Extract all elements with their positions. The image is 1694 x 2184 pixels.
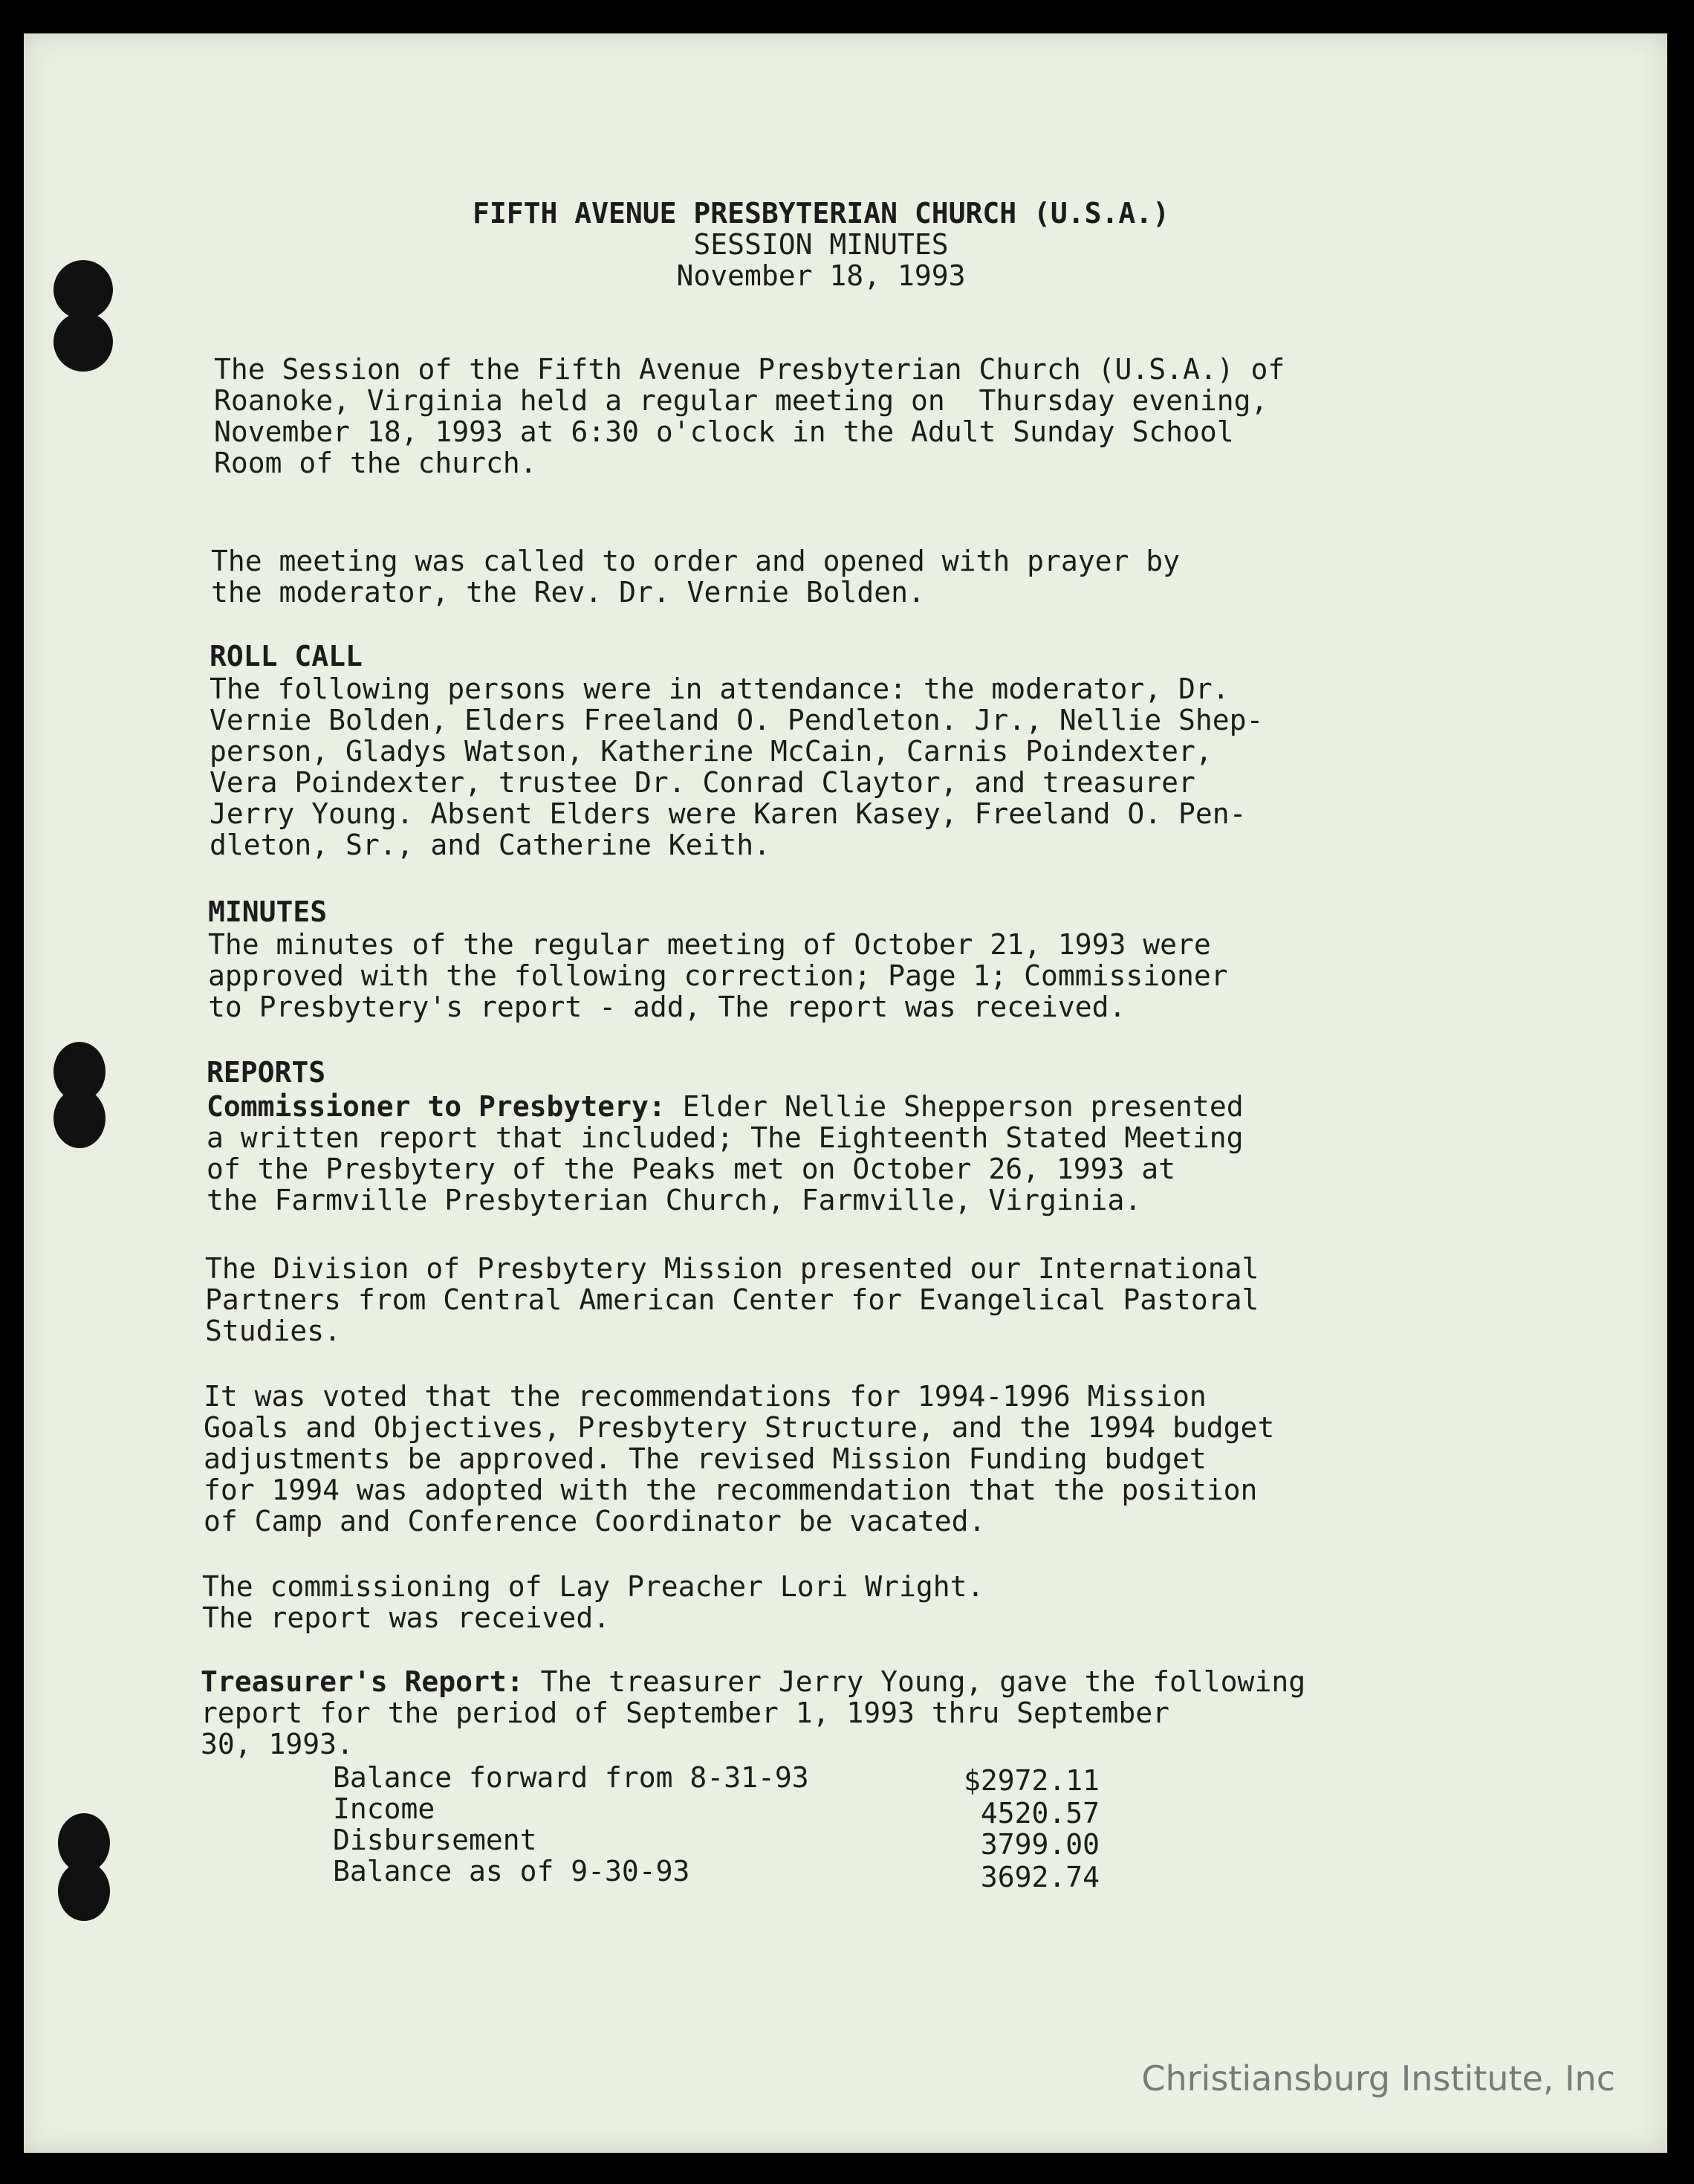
commissioner-paragraph <box>207 1091 1244 1216</box>
opening-paragraph: The meeting was called to order and opened with prayer by the moderator, the Rev. Dr. Vernie Bolden. <box>211 545 1181 609</box>
watermark-text: Christiansburg Institute, Inc <box>1141 2058 1615 2099</box>
minutes-heading: MINUTES <box>208 895 328 928</box>
minutes-paragraph: The minutes of the regular meeting of October 21, 1993 were approved with the following correction; Page 1; Commissioner to Presbytery's report - add, The report was received. <box>208 928 1228 1023</box>
commissioning-paragraph: The commissioning of Lay Preacher Lori Wright. The report was received. <box>202 1570 984 1634</box>
roll-call-heading: ROLL CALL <box>210 640 363 673</box>
binder-hole <box>53 312 113 372</box>
document-subtitle: SESSION MINUTES <box>693 228 949 261</box>
reports-heading: REPORTS <box>207 1056 326 1089</box>
commissioner-text: Elder Nellie Shepperson presented a written report that included; The Eighteenth Stated Meeting of the Presbytery of the Peaks met on October 26, 1993 at the Farmville Presbyterian Church, Farmville, Virginia. <box>207 1090 1244 1216</box>
binder-hole <box>53 1089 106 1148</box>
document-date: November 18, 1993 <box>676 259 966 292</box>
division-paragraph: The Division of Presbytery Mission presented our International Partners from Central American Center for Evangelical Pastoral Studies. <box>205 1252 1259 1347</box>
binder-hole <box>58 1861 110 1921</box>
intro-paragraph: The Session of the Fifth Avenue Presbyterian Church (U.S.A.) of Roanoke, Virginia held a regular meeting on Thursday evening, November 18, 1993 at 6:30 o'clock in the Adult Sunday School Room of the church. <box>214 353 1285 479</box>
ledger-row-label: Balance forward from 8-31-93 <box>333 1761 809 1794</box>
ledger-row-amount: 3692.74 <box>980 1861 1100 1893</box>
voted-paragraph: It was voted that the recommendations for 1994-1996 Mission Goals and Objectives, Presbytery Structure, and the 1994 budget adjustments be approved. The revised Mission Funding budget for 1994 was adopted with the recommendation that the position of Camp and Conference Coordinator be vacated. <box>204 1380 1275 1537</box>
ledger-row-label: Income <box>333 1792 435 1825</box>
treasurer-label: Treasurer's Report: <box>201 1665 524 1698</box>
document-title: FIFTH AVENUE PRESBYTERIAN CHURCH (U.S.A.) <box>473 197 1169 230</box>
ledger-row-label: Disbursement <box>333 1824 537 1856</box>
ledger-row-amount: 4520.57 <box>980 1797 1100 1830</box>
binder-hole <box>53 260 113 320</box>
roll-call-paragraph: The following persons were in attendance: the moderator, Dr. Vernie Bolden, Elders Freeland O. Pendleton. Jr., Nellie Shep- person, Gladys Watson, Katherine McCain, Carnis Poindexter, Vera Poindexter, trustee Dr. Conrad Claytor, and treasurer Jerry Young. Absent Elders were Karen Kasey, Freeland O. Pen- dleton, Sr., and Catherine Keith. <box>210 673 1264 861</box>
ledger-row-amount: 3799.00 <box>980 1828 1100 1861</box>
commissioner-label: Commissioner to Presbytery: <box>207 1090 666 1123</box>
ledger-row-amount: $2972.11 <box>963 1764 1100 1797</box>
ledger-row-label: Balance as of 9-30-93 <box>333 1855 690 1887</box>
treasurer-text: The treasurer Jerry Young, gave the following report for the period of September 1, 1993 thru September 30, 1993. <box>201 1665 1306 1760</box>
treasurer-paragraph <box>201 1666 1305 1760</box>
